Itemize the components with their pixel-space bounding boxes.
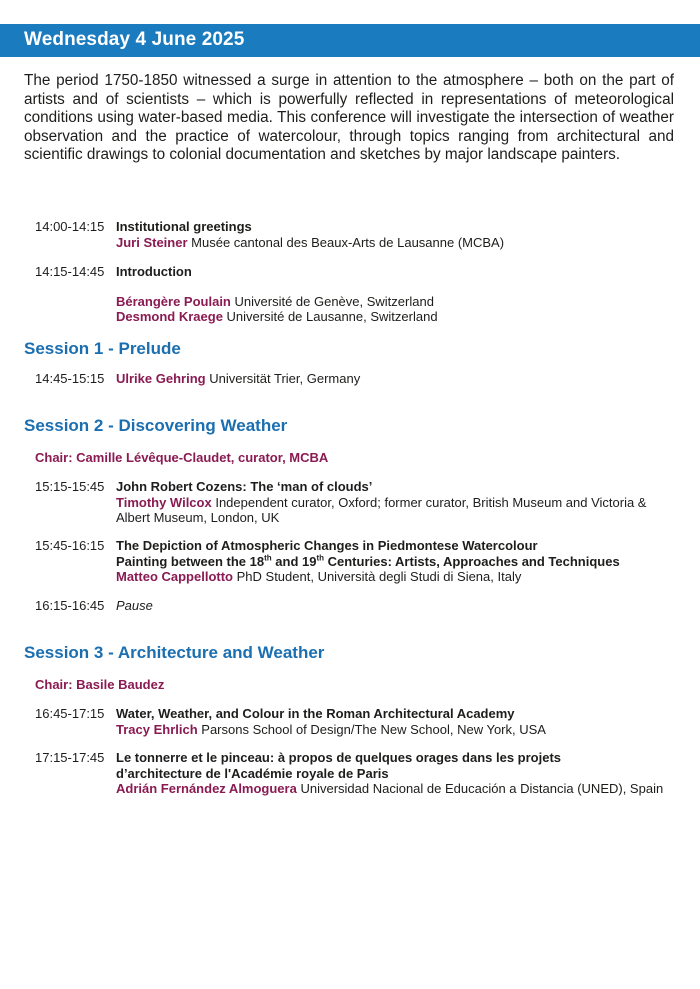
time-slot: 14:15-14:45 xyxy=(35,264,105,279)
time-slot: 15:45-16:15 xyxy=(35,538,105,553)
speaker-name: Adrián Fernández Almoguera xyxy=(116,781,297,796)
speaker-affiliation: Musée cantonal des Beaux-Arts de Lausanne (MCBA) xyxy=(191,234,505,250)
talk-title-line: d’architecture de l'Académie royale de Paris xyxy=(116,765,389,781)
intro-paragraph: The period 1750-1850 witnessed a surge in attention to the atmosphere – both on the part of artists and of scientists – which is powerfully reflected in representations of meteorological conditions using water-based media. This conference will investigate the intersection of weather observation and the practice of watercolour, through topics ranging from architectural and scientific drawings to colonial documentation and sketches by major landscape painters. xyxy=(24,72,674,163)
talk-title-line: The Depiction of Atmospheric Changes in Piedmontese Watercolour xyxy=(116,538,538,553)
speaker xyxy=(116,294,676,310)
session-title: Session 1 - Prelude xyxy=(24,339,181,358)
speaker-affiliation: Université de Genève, Switzerland xyxy=(234,293,434,309)
speaker xyxy=(116,309,676,325)
speaker-name: Bérangère Poulain xyxy=(116,293,231,309)
time-slot: 14:45-15:15 xyxy=(35,371,105,386)
session-title: Session 3 - Architecture and Weather xyxy=(24,643,325,662)
speaker-name: Matteo Cappellotto xyxy=(116,569,233,584)
date-header-bar xyxy=(0,24,700,57)
speaker-name: Juri Steiner xyxy=(116,234,188,250)
item-body xyxy=(116,598,676,614)
speaker xyxy=(116,235,676,251)
time-slot: 16:15-16:45 xyxy=(35,598,105,613)
item-body xyxy=(116,219,676,250)
speaker xyxy=(116,569,676,585)
session-title: Session 2 - Discovering Weather xyxy=(24,416,288,435)
talk-title-line: Painting between the 18 xyxy=(116,553,265,569)
superscript: th xyxy=(316,553,325,563)
session-chair: Chair: Camille Lévêque-Claudet, curator, MCBA xyxy=(35,450,329,465)
talk-title-line: Le tonnerre et le pinceau: à propos de quelques orages dans les projets xyxy=(116,750,562,765)
speaker-name: Timothy Wilcox xyxy=(116,494,212,510)
talk-title: Water, Weather, and Colour in the Roman Architectural Academy xyxy=(116,706,515,721)
time-slot: 15:15-15:45 xyxy=(35,479,105,494)
speaker xyxy=(116,495,676,526)
speaker-name: Tracy Ehrlich xyxy=(116,721,198,737)
talk-title: Institutional greetings xyxy=(116,219,252,234)
speaker xyxy=(116,371,676,387)
item-body xyxy=(116,371,676,387)
talk-title: John Robert Cozens: The ‘man of clouds’ xyxy=(116,479,373,494)
talk-title-line: Centuries: Artists, Approaches and Techniques xyxy=(324,553,620,569)
time-slot: 16:45-17:15 xyxy=(35,706,105,721)
time-slot: 17:15-17:45 xyxy=(35,750,105,765)
speaker-name: Desmond Kraege xyxy=(116,309,223,324)
talk-title-line: and 19 xyxy=(271,553,317,569)
item-body xyxy=(116,750,676,797)
item-body xyxy=(116,538,676,585)
speaker-affiliation: Independent curator, Oxford; former curator, British Museum and Victoria & Albert Museum, London, UK xyxy=(116,494,647,525)
speaker xyxy=(116,722,676,738)
talk-title xyxy=(116,538,676,569)
item-body xyxy=(116,706,676,737)
speaker-affiliation: Universität Trier, Germany xyxy=(209,371,361,386)
superscript: th xyxy=(264,553,272,563)
item-body xyxy=(116,264,676,325)
speaker-affiliation: PhD Student, Università degli Studi di Siena, Italy xyxy=(236,569,522,584)
date-heading: Wednesday 4 June 2025 xyxy=(24,29,245,50)
speaker-affiliation: Parsons School of Design/The New School, New York, USA xyxy=(201,721,546,737)
talk-title: Introduction xyxy=(116,264,192,279)
item-body xyxy=(116,479,676,526)
speaker xyxy=(116,781,676,797)
speaker-affiliation: Université de Lausanne, Switzerland xyxy=(226,309,438,324)
speaker-name: Ulrike Gehring xyxy=(116,371,206,386)
session-chair: Chair: Basile Baudez xyxy=(35,677,165,692)
pause-label: Pause xyxy=(116,598,153,613)
talk-title xyxy=(116,750,676,781)
speaker-affiliation: Universidad Nacional de Educación a Distancia (UNED), Spain xyxy=(300,781,664,796)
time-slot: 14:00-14:15 xyxy=(35,219,105,234)
